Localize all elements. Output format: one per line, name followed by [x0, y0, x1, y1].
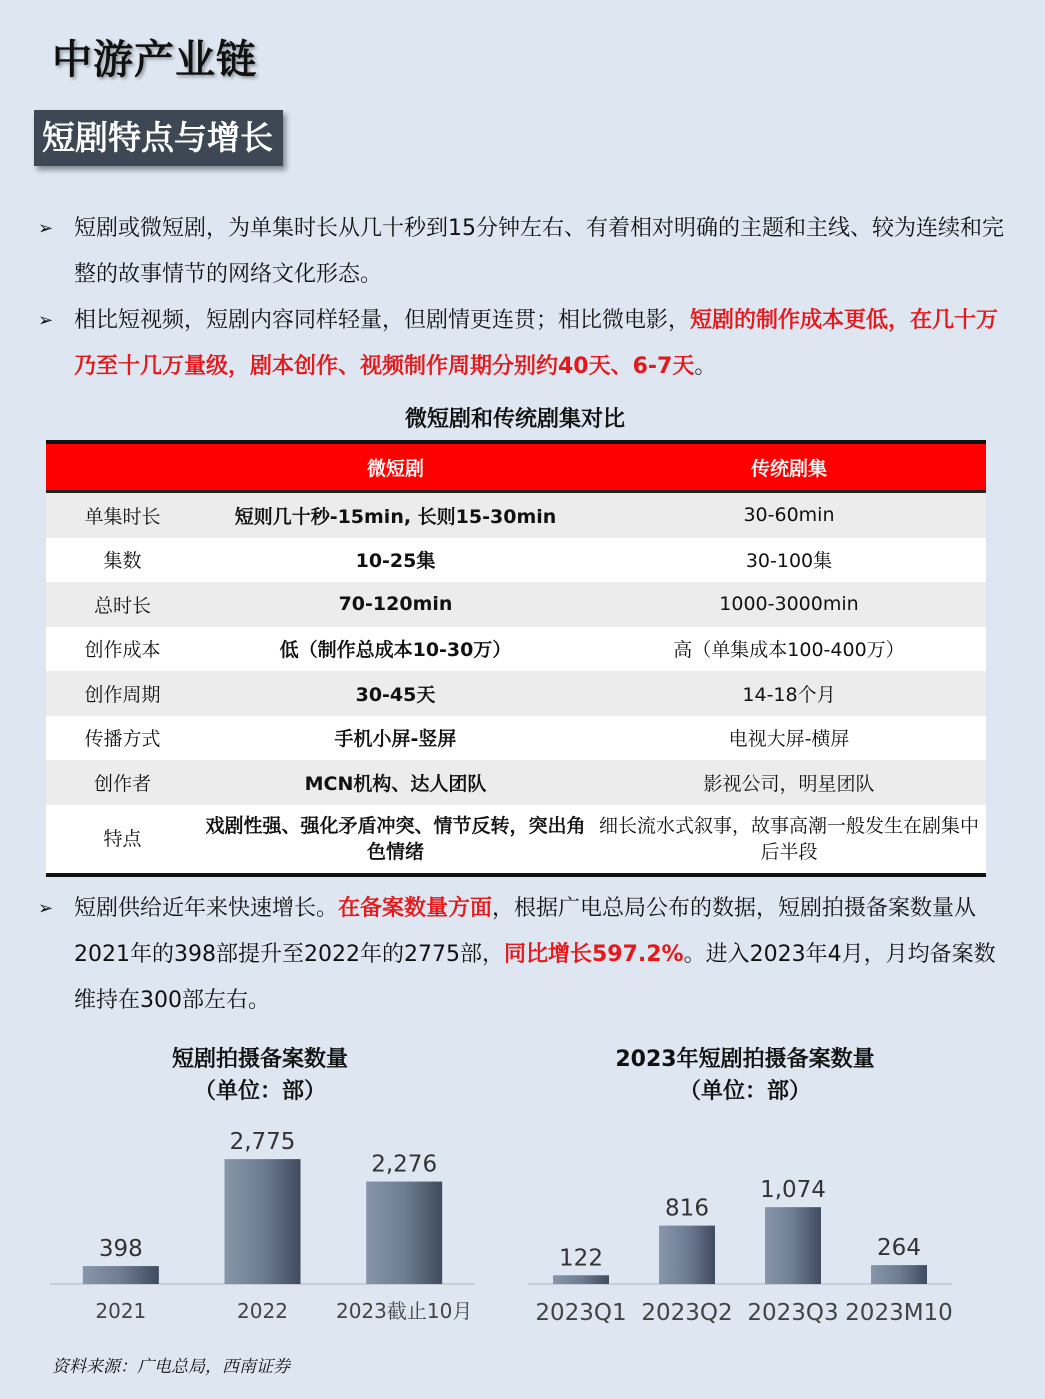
bullet-item-definition — [38, 206, 1013, 298]
table-header-row — [46, 442, 986, 492]
chart-title-text: 短剧拍摄备案数量 — [171, 1047, 348, 1072]
table-header-cell: 微短剧 — [199, 442, 592, 492]
arrow-bullet-icon: ➢ — [38, 218, 54, 239]
table-cell: 70-120min — [199, 582, 592, 627]
x-tick-label: 2023M10 — [845, 1300, 953, 1326]
table-cell: 低（制作总成本10-30万） — [199, 627, 592, 672]
chart-title-left — [50, 1044, 470, 1108]
x-tick-label: 2022 — [237, 1299, 288, 1323]
x-tick-label: 2023Q2 — [641, 1300, 733, 1326]
table-cell: 影视公司，明星团队 — [592, 760, 986, 805]
row-label: 集数 — [46, 538, 199, 583]
data-label: 398 — [98, 1236, 143, 1263]
row-label: 传播方式 — [46, 716, 199, 761]
row-label: 创作周期 — [46, 671, 199, 716]
table-cell: MCN机构、达人团队 — [199, 760, 592, 805]
table-row — [46, 671, 986, 716]
bar — [225, 1159, 301, 1284]
bar — [871, 1265, 927, 1284]
arrow-bullet-icon: ➢ — [38, 898, 54, 919]
table-cell: 30-60min — [592, 492, 986, 538]
data-label: 816 — [665, 1195, 709, 1222]
table-row — [46, 805, 986, 875]
table-title: 微短剧和传统剧集对比 — [404, 407, 625, 432]
chart-subtitle-text: （单位：部） — [678, 1079, 811, 1104]
table-row — [46, 582, 986, 627]
bullet-text: 。进入2023年4月，月均备案数维持在300部左右。 — [74, 942, 996, 1013]
bullet-list-top — [38, 206, 1013, 390]
bar — [366, 1182, 442, 1284]
table-cell: 10-25集 — [199, 538, 592, 583]
row-label: 特点 — [46, 805, 199, 875]
table-cell: 高（单集成本100-400万） — [592, 627, 986, 672]
table-cell: 30-45天 — [199, 671, 592, 716]
table-cell: 1000-3000min — [592, 582, 986, 627]
row-label: 总时长 — [46, 582, 199, 627]
chart-title-right — [540, 1044, 950, 1108]
bullet-item-comparison — [38, 298, 1013, 390]
table-cell: 14-18个月 — [592, 671, 986, 716]
data-label: 2,775 — [229, 1129, 296, 1156]
table-row — [46, 492, 986, 538]
table-row — [46, 760, 986, 805]
bullet-text: 短剧供给近年来快速增长。 — [74, 896, 339, 921]
bullet-highlight: 同比增长597.2% — [503, 942, 684, 967]
table-row — [46, 627, 986, 672]
bullet-highlight: 在备案数量方面 — [338, 896, 493, 921]
x-tick-label: 2023截止10月 — [335, 1299, 473, 1323]
arrow-bullet-icon: ➢ — [38, 310, 54, 331]
x-tick-label: 2023Q3 — [747, 1300, 839, 1326]
page-title: 中游产业链 — [52, 37, 257, 83]
bullet-list-bottom — [38, 886, 1013, 1024]
bar — [83, 1266, 159, 1284]
comparison-table — [46, 440, 986, 877]
bar-chart-annual — [40, 1120, 490, 1335]
bar — [765, 1207, 821, 1284]
x-tick-label: 2021 — [95, 1299, 147, 1323]
row-label: 创作者 — [46, 760, 199, 805]
bar — [553, 1275, 609, 1284]
table-header-cell: 传统剧集 — [592, 442, 986, 492]
table-cell: 戏剧性强、强化矛盾冲突、情节反转，突出角色情绪 — [199, 805, 592, 875]
data-label: 264 — [877, 1235, 921, 1262]
bullet-text: 相比短视频，短剧内容同样轻量，但剧情更连贯；相比微电影， — [74, 308, 691, 333]
table-cell: 短则几十秒-15min, 长则15-30min — [199, 492, 592, 538]
chart-title-text: 2023年短剧拍摄备案数量 — [615, 1047, 875, 1072]
table-cell: 电视大屏-横屏 — [592, 716, 986, 761]
bar — [659, 1226, 715, 1284]
bullet-highlight: 短剧的制作成本更低，在几十万乃至十几万量级，剧本创作、视频制作周期分别约40天、6-7天 — [74, 308, 999, 379]
data-label: 2,276 — [371, 1151, 438, 1178]
table-cell: 手机小屏-竖屏 — [199, 716, 592, 761]
bullet-text: 短剧或微短剧，为单集时长从几十秒到15分钟左右、有着相对明确的主题和主线、较为连续和完整的故事情节的网络文化形态。 — [74, 216, 1004, 287]
bullet-text: ，根据广电总局公布的数据，短剧拍摄备案数量从2021年的398部提升至2022年的2775部， — [74, 896, 977, 967]
bullet-item-growth — [38, 886, 1013, 1024]
table-cell: 细长流水式叙事，故事高潮一般发生在剧集中后半段 — [592, 805, 986, 875]
table-header-cell — [46, 442, 199, 492]
row-label: 单集时长 — [46, 492, 199, 538]
data-label: 1,074 — [760, 1177, 826, 1204]
x-tick-label: 2023Q1 — [535, 1300, 627, 1326]
row-label: 创作成本 — [46, 627, 199, 672]
chart-subtitle-text: （单位：部） — [193, 1079, 326, 1104]
bullet-text-end: 。 — [694, 354, 717, 379]
data-label: 122 — [559, 1245, 603, 1272]
table-cell: 30-100集 — [592, 538, 986, 583]
source-note: 资料来源：广电总局，西南证券 — [52, 1357, 290, 1377]
table-row — [46, 716, 986, 761]
table-row — [46, 538, 986, 583]
section-tag: 短剧特点与增长 — [34, 110, 283, 166]
bar-chart-2023 — [522, 1120, 962, 1335]
